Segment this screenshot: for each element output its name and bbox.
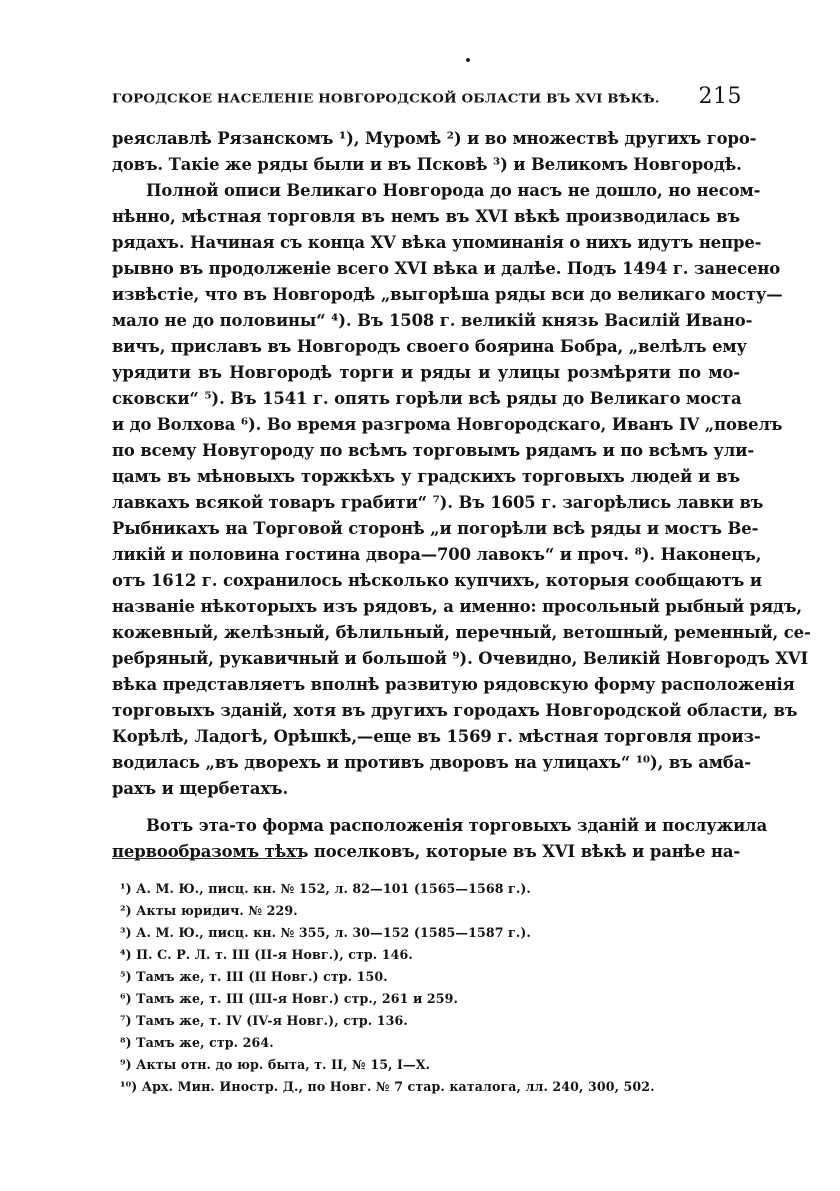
text-line: кожевный, желѣзный, бѣлильный, перечный, ветошный, ременный, се- — [112, 623, 811, 642]
text-line: Вотъ эта-то форма расположенія торговыхъ зданій и послужила — [146, 816, 768, 835]
text-line: и до Волхова ⁶). Во время разгрома Новгородскаго, Иванъ IV „повелъ — [112, 415, 783, 434]
text-line: первообразомъ тѣхъ поселковъ, которые въ XVI вѣкѣ и ранѣе на- — [112, 842, 741, 861]
text-line: водилась „въ дворехъ и противъ дворовъ на улицахъ“ ¹⁰), въ амба- — [112, 753, 751, 772]
footnote: ⁸) Тамъ же, стр. 264. — [120, 1035, 274, 1050]
text-line: торговыхъ зданій, хотя въ другихъ городахъ Новгородской области, въ — [112, 701, 798, 720]
text-line: рахъ и щербетахъ. — [112, 779, 289, 798]
text-line: урядити въ Новгородѣ торги и ряды и улицы розмѣряти по мо- — [112, 363, 740, 382]
text-line: Рыбникахъ на Торговой сторонѣ „и погорѣли всѣ ряды и мостъ Ве- — [112, 519, 759, 538]
text-line: цамъ въ мѣновыхъ торжкѣхъ у градскихъ торговыхъ людей и въ — [112, 467, 740, 486]
footnotes — [120, 878, 740, 1098]
page-header — [112, 84, 742, 109]
text-line: извѣстіе, что въ Новгородѣ „выгорѣша ряды вси до великаго мосту— — [112, 285, 783, 304]
text-line: вѣка представляетъ вполнѣ развитую рядовскую форму расположенія — [112, 675, 795, 694]
page-number: 215 — [698, 84, 742, 109]
footnote-separator — [112, 858, 302, 859]
text-line: отъ 1612 г. сохранилось нѣсколько купчихъ, которыя сообщаютъ и — [112, 571, 762, 590]
footnote: ¹⁰) Арх. Мин. Иностр. Д., по Новг. № 7 стар. каталога, лл. 240, 300, 502. — [120, 1079, 655, 1094]
text-line: рядахъ. Начиная съ конца XV вѣка упоминанія о нихъ идутъ непре- — [112, 233, 762, 252]
footnote: ²) Акты юридич. № 229. — [120, 903, 298, 918]
text-line: Полной описи Великаго Новгорода до насъ не дошло, но несом- — [146, 181, 761, 200]
footnote: ¹) А. М. Ю., писц. кн. № 152, л. 82—101 (1565—1568 г.). — [120, 881, 531, 896]
text-line: сковски“ ⁵). Въ 1541 г. опять горѣли всѣ ряды до Великаго моста — [112, 389, 742, 408]
text-line: довъ. Такіе же ряды были и въ Псковѣ ³) и Великомъ Новгородѣ. — [112, 155, 742, 174]
text-line: ликій и половина гостина двора—700 лавокъ“ и проч. ⁸). Наконецъ, — [112, 545, 762, 564]
main-text — [112, 126, 811, 865]
text-line: реяславлѣ Рязанскомъ ¹), Муромѣ ²) и во множествѣ другихъ горо- — [112, 129, 757, 148]
footnote: ⁹) Акты отн. до юр. быта, т. II, № 15, I—X. — [120, 1057, 431, 1072]
print-speck — [466, 58, 470, 62]
text-line: ребряный, рукавичный и большой ⁹). Очевидно, Великій Новгородъ XVI — [112, 649, 809, 668]
footnote: ⁴) П. С. Р. Л. т. III (II-я Новг.), стр. 146. — [120, 947, 413, 962]
text-line: рывно въ продолженіе всего XVI вѣка и далѣе. Подъ 1494 г. занесено — [112, 259, 781, 278]
text-line: по всему Новугороду по всѣмъ торговымъ рядамъ и по всѣмъ ули- — [112, 441, 755, 460]
text-line: нѣнно, мѣстная торговля въ немъ въ XVI вѣкѣ производилась въ — [112, 207, 740, 226]
footnote: ⁷) Тамъ же, т. IV (IV-я Новг.), стр. 136. — [120, 1013, 408, 1028]
footnote: ⁶) Тамъ же, т. III (III-я Новг.) стр., 261 и 259. — [120, 991, 458, 1006]
text-line: лавкахъ всякой товаръ грабити“ ⁷). Въ 1605 г. загорѣлись лавки въ — [112, 493, 764, 512]
running-title: ГОРОДСКОЕ НАСЕЛЕНІЕ НОВГОРОДСКОЙ ОБЛАСТИ ВЪ XVI ВѢКѢ. — [112, 91, 660, 107]
text-line: вичъ, приславъ въ Новгородъ своего боярина Бобра, „велѣлъ ему — [112, 337, 747, 356]
text-line: названіе нѣкоторыхъ изъ рядовъ, а именно: просольный рыбный рядъ, — [112, 597, 802, 616]
footnote: ³) А. М. Ю., писц. кн. № 355, л. 30—152 (1585—1587 г.). — [120, 925, 531, 940]
text-line: мало не до половины“ ⁴). Въ 1508 г. великій князь Василій Ивано- — [112, 311, 753, 330]
text-line: Корѣлѣ, Ладогѣ, Орѣшкѣ,—еще въ 1569 г. мѣстная торговля произ- — [112, 727, 761, 746]
footnote: ⁵) Тамъ же, т. III (II Новг.) стр. 150. — [120, 969, 388, 984]
